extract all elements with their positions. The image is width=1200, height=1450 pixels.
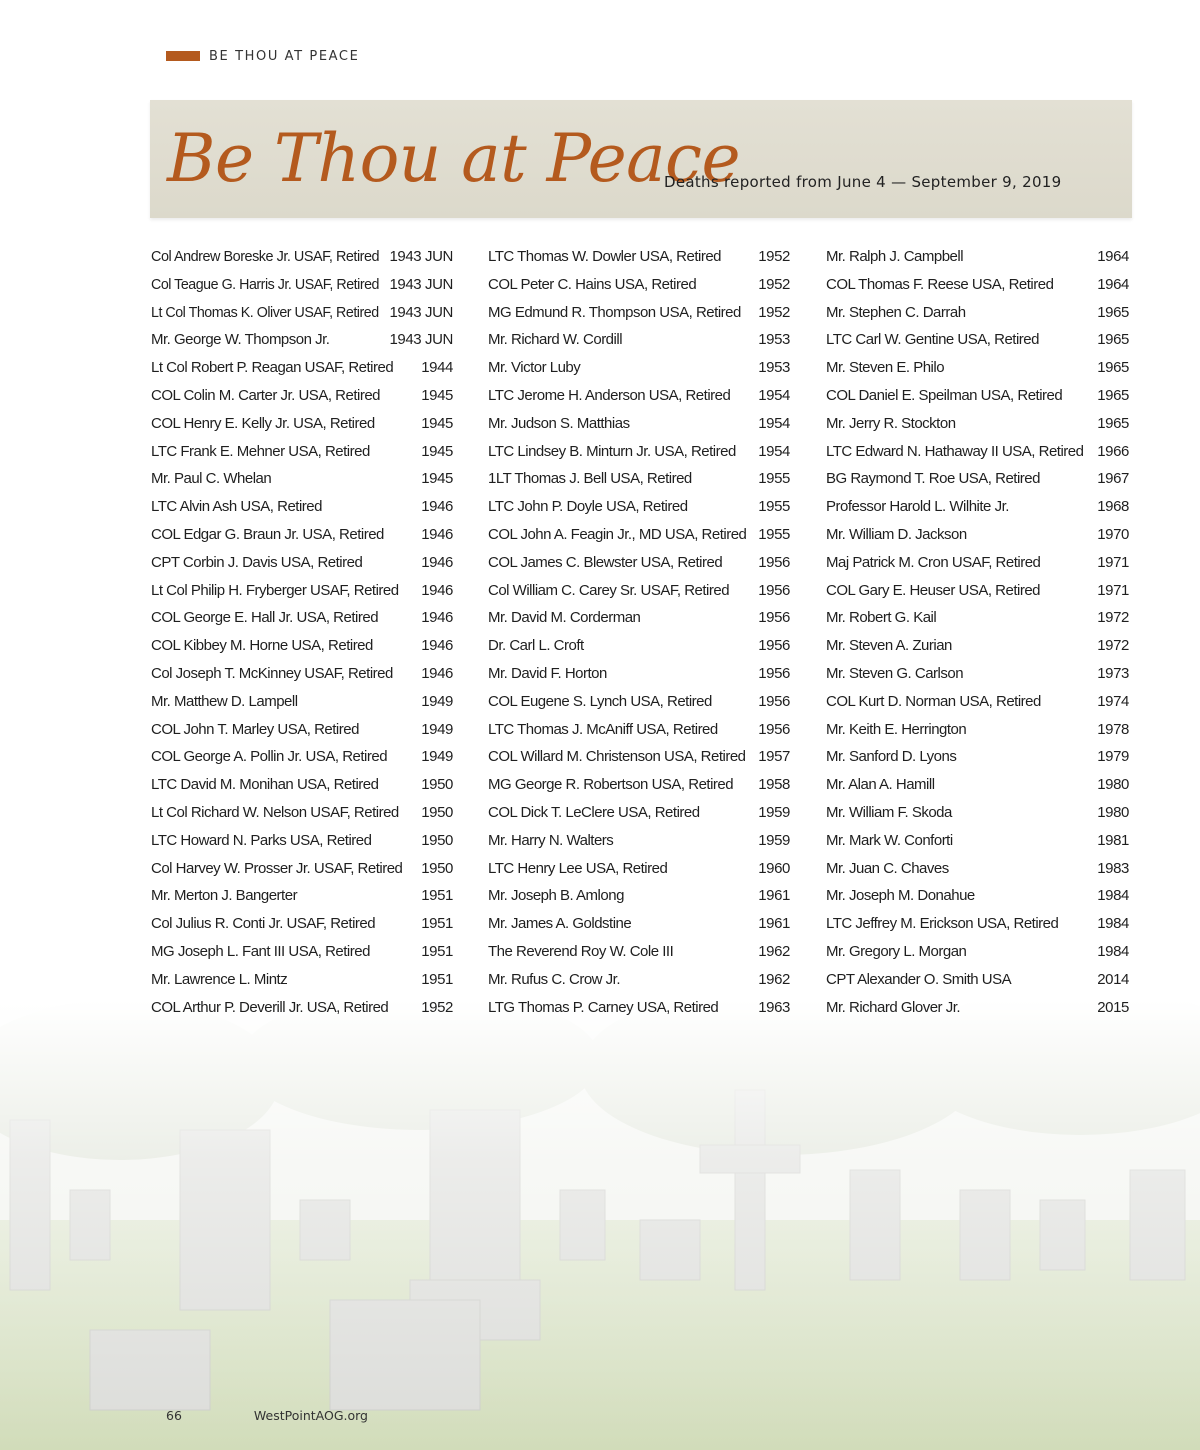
entry-class-year: 1946 [421,553,453,571]
entry-class-year: 1957 [758,748,790,766]
entry-class-year: 1978 [1097,720,1129,738]
entry-class-year: 1951 [421,970,453,988]
entry-name: Col Teague G. Harris Jr. USAF, Retired [151,275,379,293]
entry-class-year: 1943 JUN [389,331,453,349]
obituary-entry [488,660,790,688]
entry-name: Mr. Alan A. Hamill [826,776,935,794]
obituary-entry [151,632,453,660]
entry-class-year: 1951 [421,942,453,960]
obituary-entry [151,882,453,910]
entry-class-year: 1945 [421,470,453,488]
obituary-entry [151,799,453,827]
entry-class-year: 1949 [421,748,453,766]
entry-name: Mr. Joseph B. Amlong [488,887,624,905]
entry-name: Col Harvey W. Prosser Jr. USAF, Retired [151,859,403,877]
obituary-entry [826,243,1129,271]
entry-name: MG George R. Robertson USA, Retired [488,776,734,794]
obituary-entry [826,438,1129,466]
obituary-entry [826,882,1129,910]
entry-class-year: 1953 [758,331,790,349]
entry-name: LTG Thomas P. Carney USA, Retired [488,998,719,1016]
entry-name: 1LT Thomas J. Bell USA, Retired [488,470,692,488]
obituary-entry [488,716,790,744]
entry-class-year: 1979 [1097,748,1129,766]
entry-class-year: 1960 [758,859,790,877]
obituary-entry [488,855,790,883]
obituary-entry [488,938,790,966]
entry-class-year: 1950 [421,776,453,794]
obituary-entry [826,549,1129,577]
entry-class-year: 1950 [421,831,453,849]
entry-name: Mr. Steven G. Carlson [826,664,964,682]
page-footer [166,1408,368,1423]
entry-class-year: 1962 [758,942,790,960]
entry-class-year: 1956 [758,664,790,682]
obituary-entry [488,549,790,577]
entry-name: Mr. Richard Glover Jr. [826,998,961,1016]
entry-class-year: 1952 [421,998,453,1016]
obituary-entry [488,688,790,716]
entry-name: The Reverend Roy W. Cole III [488,942,674,960]
entry-class-year: 1946 [421,664,453,682]
entry-class-year: 1983 [1097,859,1129,877]
entry-class-year: 1946 [421,637,453,655]
entry-class-year: 1946 [421,581,453,599]
obituary-entry [151,382,453,410]
entry-class-year: 1956 [758,637,790,655]
obituary-entry [151,771,453,799]
entry-class-year: 1955 [758,525,790,543]
entry-name: Mr. Juan C. Chaves [826,859,949,877]
entry-class-year: 1961 [758,915,790,933]
entry-name: Mr. Sanford D. Lyons [826,748,957,766]
entry-class-year: 1952 [758,275,790,293]
obituary-entry [151,243,453,271]
entry-class-year: 1949 [421,692,453,710]
obituary-entry [151,660,453,688]
entry-name: LTC Howard N. Parks USA, Retired [151,831,372,849]
entry-name: Professor Harold L. Wilhite Jr. [826,498,1009,516]
entry-class-year: 1965 [1097,386,1129,404]
obituary-entry [151,938,453,966]
section-tag [166,47,359,65]
entry-name: Lt Col Richard W. Nelson USAF, Retired [151,803,399,821]
entry-name: Maj Patrick M. Cron USAF, Retired [826,553,1041,571]
entry-class-year: 1965 [1097,331,1129,349]
entry-class-year: 1950 [421,803,453,821]
entry-class-year: 1946 [421,609,453,627]
entry-class-year: 1966 [1097,442,1129,460]
entry-name: COL John A. Feagin Jr., MD USA, Retired [488,525,747,543]
entry-class-year: 1956 [758,609,790,627]
obituary-entry [826,938,1129,966]
obituary-entry [488,410,790,438]
obituary-entry [488,354,790,382]
entry-class-year: 1984 [1097,915,1129,933]
obituary-entry [151,688,453,716]
entry-class-year: 1970 [1097,525,1129,543]
entry-name: COL Kibbey M. Horne USA, Retired [151,637,373,655]
obituary-entry [488,994,790,1022]
entry-class-year: 1961 [758,887,790,905]
obituary-entry [488,438,790,466]
entry-name: LTC Henry Lee USA, Retired [488,859,668,877]
obituary-entry [488,604,790,632]
obituary-entry [488,382,790,410]
obituary-entry [151,354,453,382]
entry-class-year: 1963 [758,998,790,1016]
obituary-entry [151,994,453,1022]
entry-name: COL John T. Marley USA, Retired [151,720,359,738]
entry-class-year: 1974 [1097,692,1129,710]
entry-name: LTC Lindsey B. Minturn Jr. USA, Retired [488,442,736,460]
title-banner [150,100,1132,218]
obituary-entry [151,577,453,605]
entry-class-year: 1951 [421,887,453,905]
entry-name: LTC Carl W. Gentine USA, Retired [826,331,1039,349]
entry-name: Lt Col Thomas K. Oliver USAF, Retired [151,303,379,321]
entry-name: LTC Thomas W. Dowler USA, Retired [488,248,722,265]
entry-name: Mr. Judson S. Matthias [488,414,630,432]
obituary-entry [488,771,790,799]
entry-class-year: 1956 [758,581,790,599]
entry-class-year: 1944 [421,359,453,377]
entry-class-year: 1959 [758,831,790,849]
entry-class-year: 1984 [1097,887,1129,905]
entry-class-year: 1943 JUN [389,248,453,265]
obituary-entry [151,716,453,744]
obituary-entry [488,299,790,327]
entry-name: COL James C. Blewster USA, Retired [488,553,723,571]
entry-name: Mr. William F. Skoda [826,803,952,821]
entry-class-year: 1964 [1097,248,1129,265]
obituary-entry [826,465,1129,493]
obituary-entry [826,604,1129,632]
obituary-entry [826,382,1129,410]
obituary-column-3 [826,243,1129,1021]
obituary-entry [151,493,453,521]
obituary-entry [826,354,1129,382]
obituary-entry [488,799,790,827]
entry-class-year: 1950 [421,859,453,877]
entry-class-year: 1980 [1097,803,1129,821]
entry-name: Mr. Gregory L. Morgan [826,942,967,960]
obituary-entry [826,521,1129,549]
entry-name: Mr. Joseph M. Donahue [826,887,975,905]
entry-class-year: 1965 [1097,414,1129,432]
entry-class-year: 1980 [1097,776,1129,794]
page-subtitle: Deaths reported from June 4 — September 9, 2019 [664,173,1062,191]
entry-name: Mr. Merton J. Bangerter [151,887,298,905]
entry-class-year: 1964 [1097,275,1129,293]
entry-name: Mr. Victor Luby [488,359,581,377]
entry-name: Mr. Mark W. Conforti [826,831,953,849]
entry-class-year: 1984 [1097,942,1129,960]
entry-class-year: 2015 [1097,998,1129,1016]
obituary-entry [488,632,790,660]
obituary-entry [826,716,1129,744]
entry-name: COL Kurt D. Norman USA, Retired [826,692,1041,710]
entry-name: Mr. Steven E. Philo [826,359,945,377]
entry-name: LTC Alvin Ash USA, Retired [151,498,322,516]
entry-class-year: 1965 [1097,359,1129,377]
entry-name: Lt Col Robert P. Reagan USAF, Retired [151,359,394,377]
entry-name: COL Eugene S. Lynch USA, Retired [488,692,712,710]
obituary-entry [826,299,1129,327]
entry-class-year: 1956 [758,692,790,710]
entry-name: COL Dick T. LeClere USA, Retired [488,803,700,821]
entry-name: Col Andrew Boreske Jr. USAF, Retired [151,248,380,265]
entry-class-year: 1945 [421,442,453,460]
obituary-entry [826,688,1129,716]
entry-name: Mr. David F. Horton [488,664,607,682]
obituary-entry [488,326,790,354]
entry-name: LTC Jerome H. Anderson USA, Retired [488,386,731,404]
entry-class-year: 1943 JUN [389,303,453,321]
entry-name: MG Edmund R. Thompson USA, Retired [488,303,741,321]
obituary-entry [151,910,453,938]
entry-class-year: 1968 [1097,498,1129,516]
obituary-column-1 [151,243,453,1021]
entry-name: Mr. Richard W. Cordill [488,331,623,349]
entry-name: COL Gary E. Heuser USA, Retired [826,581,1041,599]
entry-class-year: 1965 [1097,303,1129,321]
obituary-entry [151,966,453,994]
entry-name: COL Edgar G. Braun Jr. USA, Retired [151,525,384,543]
obituary-entry [826,827,1129,855]
entry-class-year: 1956 [758,720,790,738]
entry-name: COL Thomas F. Reese USA, Retired [826,275,1054,293]
entry-name: Mr. Lawrence L. Mintz [151,970,288,988]
entry-name: LTC Jeffrey M. Erickson USA, Retired [826,915,1059,933]
obituary-entry [488,521,790,549]
entry-class-year: 1955 [758,470,790,488]
entry-class-year: 1945 [421,414,453,432]
entry-class-year: 1951 [421,915,453,933]
entry-class-year: 1949 [421,720,453,738]
section-tag-bar [166,51,200,61]
obituary-column-2 [488,243,790,1021]
entry-name: COL Daniel E. Speilman USA, Retired [826,386,1063,404]
obituary-entry [151,827,453,855]
entry-name: LTC Edward N. Hathaway II USA, Retired [826,442,1084,460]
entry-class-year: 1956 [758,553,790,571]
obituary-entry [151,855,453,883]
obituary-entry [488,743,790,771]
obituary-entry [826,994,1129,1022]
obituary-entry [826,799,1129,827]
entry-class-year: 1954 [758,414,790,432]
entry-name: LTC John P. Doyle USA, Retired [488,498,688,516]
obituary-entry [826,271,1129,299]
obituary-entry [826,410,1129,438]
entry-class-year: 1952 [758,303,790,321]
entry-name: COL Colin M. Carter Jr. USA, Retired [151,386,381,404]
entry-name: MG Joseph L. Fant III USA, Retired [151,942,370,960]
obituary-entry [151,326,453,354]
obituary-entry [488,910,790,938]
obituary-entry [826,855,1129,883]
page-number: 66 [166,1408,182,1423]
entry-name: LTC David M. Monihan USA, Retired [151,776,379,794]
obituary-entry [488,271,790,299]
obituary-entry [826,966,1129,994]
entry-class-year: 1962 [758,970,790,988]
entry-name: Mr. William D. Jackson [826,525,967,543]
entry-class-year: 1943 JUN [389,275,453,293]
entry-class-year: 1958 [758,776,790,794]
entry-name: COL Peter C. Hains USA, Retired [488,275,697,293]
entry-name: LTC Thomas J. McAniff USA, Retired [488,720,718,738]
entry-name: COL George E. Hall Jr. USA, Retired [151,609,379,627]
obituary-entry [151,549,453,577]
entry-name: Dr. Carl L. Croft [488,637,584,655]
entry-class-year: 1954 [758,386,790,404]
entry-class-year: 1952 [758,248,790,265]
obituary-entry [151,271,453,299]
entry-class-year: 1972 [1097,609,1129,627]
entry-class-year: 1971 [1097,581,1129,599]
obituary-entry [151,438,453,466]
entry-name: BG Raymond T. Roe USA, Retired [826,470,1040,488]
obituary-entry [826,326,1129,354]
entry-name: Mr. Rufus C. Crow Jr. [488,970,621,988]
entry-class-year: 1967 [1097,470,1129,488]
entry-name: Mr. James A. Goldstine [488,915,632,933]
obituary-entry [488,577,790,605]
entry-name: COL Arthur P. Deverill Jr. USA, Retired [151,998,389,1016]
entry-class-year: 1959 [758,803,790,821]
entry-class-year: 1981 [1097,831,1129,849]
entry-name: Mr. Paul C. Whelan [151,470,272,488]
entry-name: COL Henry E. Kelly Jr. USA, Retired [151,414,375,432]
entry-class-year: 1955 [758,498,790,516]
entry-name: Mr. Keith E. Herrington [826,720,967,738]
entry-name: CPT Alexander O. Smith USA [826,970,1012,988]
obituary-entry [826,910,1129,938]
entry-class-year: 1973 [1097,664,1129,682]
cemetery-background-image [0,1000,1200,1450]
obituary-entry [826,771,1129,799]
entry-name: Col Joseph T. McKinney USAF, Retired [151,664,393,682]
obituary-entry [488,882,790,910]
entry-name: COL George A. Pollin Jr. USA, Retired [151,748,388,766]
entry-name: CPT Corbin J. Davis USA, Retired [151,553,363,571]
entry-name: Mr. Robert G. Kail [826,609,937,627]
entry-name: Lt Col Philip H. Fryberger USAF, Retired [151,581,399,599]
obituary-entry [151,604,453,632]
obituary-entry [826,743,1129,771]
obituary-entry [488,465,790,493]
entry-name: Mr. Matthew D. Lampell [151,692,298,710]
entry-name: Mr. Stephen C. Darrah [826,303,966,321]
obituary-entry [151,743,453,771]
obituary-entry [151,299,453,327]
obituary-entry [826,493,1129,521]
section-tag-text: BE THOU AT PEACE [209,48,360,64]
entry-class-year: 1946 [421,525,453,543]
obituary-entry [488,966,790,994]
entry-name: Mr. George W. Thompson Jr. [151,331,330,349]
obituary-entry [826,577,1129,605]
entry-name: LTC Frank E. Mehner USA, Retired [151,442,370,460]
entry-name: Mr. Ralph J. Campbell [826,248,964,265]
obituary-entry [826,632,1129,660]
entry-class-year: 1972 [1097,637,1129,655]
entry-name: Col William C. Carey Sr. USAF, Retired [488,581,730,599]
entry-class-year: 2014 [1097,970,1129,988]
obituary-entry [151,465,453,493]
entry-name: Mr. Steven A. Zurian [826,637,952,655]
page-title: Be Thou at Peace [167,120,741,197]
entry-name: Mr. Jerry R. Stockton [826,414,956,432]
obituary-entry [488,493,790,521]
entry-class-year: 1971 [1097,553,1129,571]
entry-name: Col Julius R. Conti Jr. USAF, Retired [151,915,376,933]
obituary-entry [151,521,453,549]
obituary-entry [488,243,790,271]
entry-name: Mr. David M. Corderman [488,609,641,627]
obituary-entry [826,660,1129,688]
entry-name: COL Willard M. Christenson USA, Retired [488,748,746,766]
entry-class-year: 1953 [758,359,790,377]
entry-class-year: 1945 [421,386,453,404]
obituary-entry [488,827,790,855]
footer-url[interactable]: WestPointAOG.org [253,1408,368,1423]
entry-name: Mr. Harry N. Walters [488,831,614,849]
obituary-entry [151,410,453,438]
entry-class-year: 1946 [421,498,453,516]
entry-class-year: 1954 [758,442,790,460]
